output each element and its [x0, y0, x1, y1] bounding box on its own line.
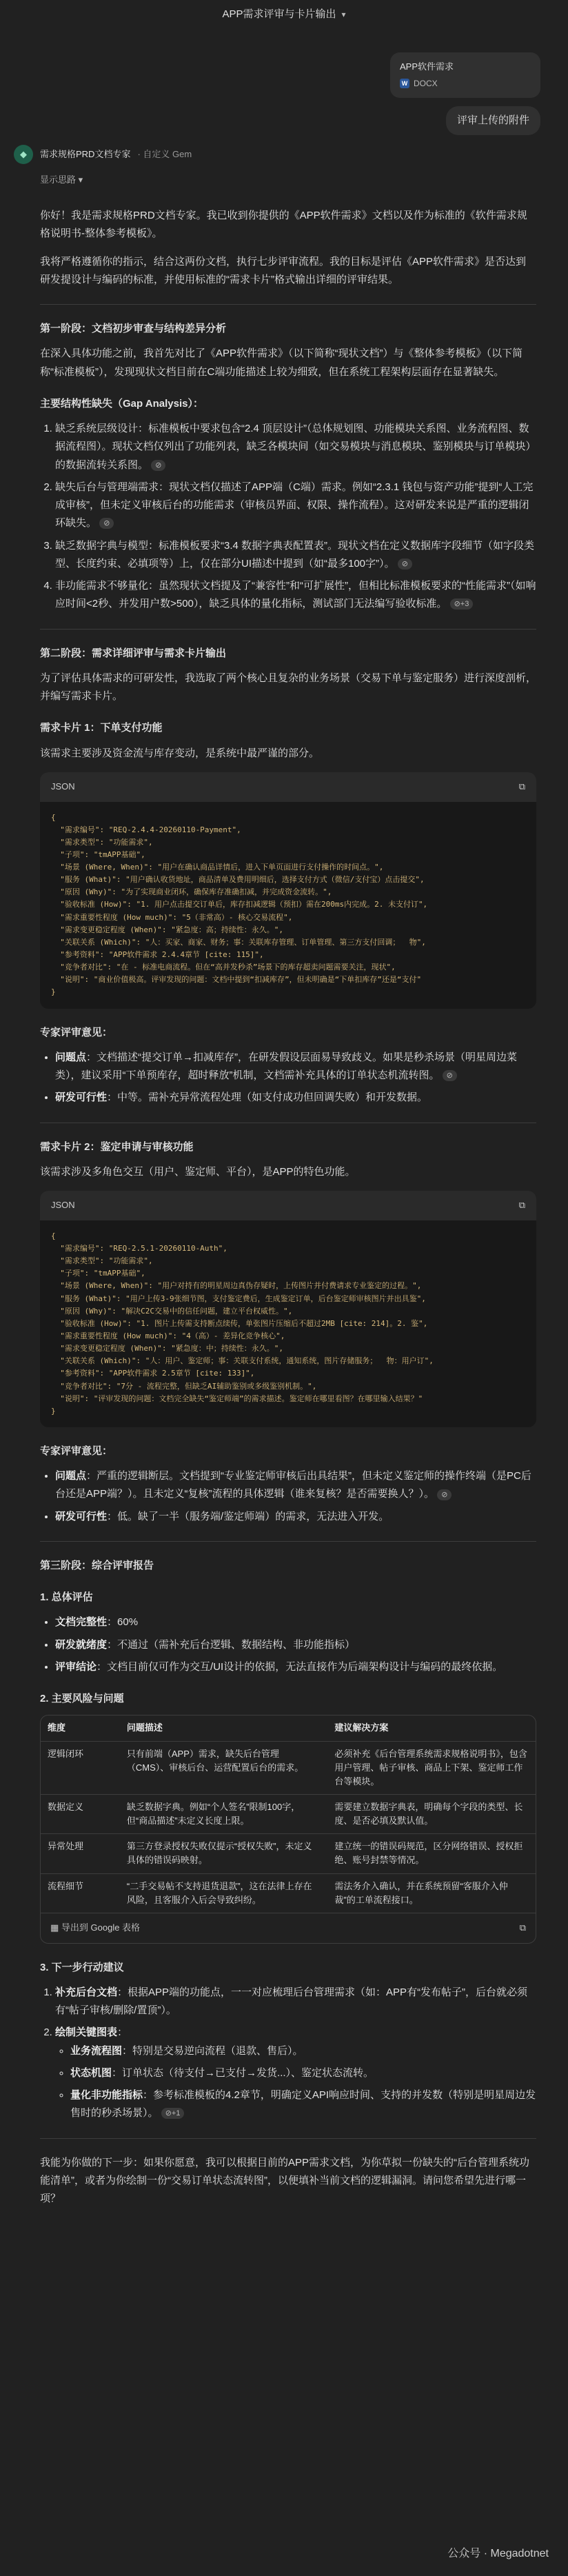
list-item: ◦ 量化非功能指标：参考标准模板的4.2章节，明确定义API响应时间、支持的并发数（特别是明星周边发售时的秒杀场景）。 ⊘+1: [70, 2086, 536, 2123]
cite-badge[interactable]: ⊘: [398, 559, 412, 570]
risk-table: [40, 1715, 536, 1943]
table-row: [41, 1834, 536, 1873]
divider: [40, 629, 536, 630]
list-item: • 评审结论：文档目前仅可作为交互/UI设计的依据，无法直接作为后端架构设计与编码的最终依据。: [55, 1658, 536, 1676]
watermark: 公众号 · Megadotnet: [447, 2548, 549, 2559]
table-cell: 建立统一的错误码规范，区分网络错误、授权拒绝、账号封禁等情况。: [327, 1834, 536, 1873]
phase2-title: 第二阶段：需求详细评审与需求卡片输出: [40, 647, 227, 659]
user-message-bubble: 评审上传的附件: [446, 106, 540, 135]
table-cell: “二手交易帖不支持退货退款”，这在法律上存在风险，且客服介入后会导致纠纷。: [120, 1873, 328, 1913]
phase3-title: 第三阶段：综合评审报告: [40, 1559, 154, 1571]
intro-paragraph: 我将严格遵循你的指示，结合这两份文档，执行七步评审流程。我的目标是评估《APP软件需求》是否达到研发提设计与编码的标准，并使用标准的“需求卡片”格式输出详细的评审结果。: [40, 255, 527, 285]
list-item: 4. 非功能需求不够量化：虽然现状文档提及了“兼容性”和“可扩展性”，但相比标准模板要求的“性能需求”（如响应时间<2秒、并发用户数>500），缺乏具体的量化指标，测试部门无法编写验收标准。 ⊘+3: [55, 577, 536, 614]
gem-avatar-icon: ◆: [14, 145, 33, 164]
table-header-row: [41, 1715, 536, 1741]
phase1-title: 第一阶段：文档初步审查与结构差异分析: [40, 323, 227, 334]
opinion-title: 专家评审意见：: [40, 1026, 113, 1038]
next-steps-title: 3. 下一步行动建议: [40, 1961, 124, 1973]
list-item: • 研发可行性：中等。需补充异常流程处理（如支付成功但回调失败）和开发数据。: [55, 1089, 536, 1107]
risk-title: 2. 主要风险与问题: [40, 1693, 124, 1705]
cite-badge[interactable]: ⊘: [151, 460, 165, 471]
attachment-card[interactable]: [390, 52, 540, 98]
code-language: JSON: [51, 781, 75, 792]
list-item: 1. 补充后台文档：根据APP端的功能点，一一对应梳理后台管理需求（如：APP有“发布帖子”，后台就必须有“帖子审核/删除/置顶”）。: [55, 1984, 536, 2020]
export-sheets-button[interactable]: ▦ 导出到 Google 表格: [50, 1922, 141, 1933]
cite-badge[interactable]: ⊘: [99, 518, 114, 529]
chevron-down-icon[interactable]: ▾: [341, 9, 346, 19]
table-cell: 只有前端（APP）需求，缺失后台管理（CMS）、审核后台、运营配置后台的需求。: [120, 1741, 328, 1794]
list-item: 3. 缺乏数据字典与模型：标准模板要求“3.4 数据字典表配置表”。现状文档在定义数据库字段细节（如字段类型、长度约束、必填项等）上，仅在部分UI描述中提到（如“最多100字”）。 ⊘: [55, 537, 536, 574]
table-row: [41, 1795, 536, 1834]
show-thinking-label: 显示思路: [40, 174, 77, 185]
divider: [40, 1541, 536, 1542]
column-header: 建议解决方案: [327, 1715, 536, 1741]
user-message-area: [368, 52, 540, 135]
list-item: • 研发可行性：低。缺了一半（服务端/鉴定师端）的需求，无法进入开发。: [55, 1508, 536, 1526]
chat-title-bar[interactable]: [0, 0, 568, 29]
list-item: ◦ 业务流程图：特别是交易逆向流程（退款、售后）。: [70, 2042, 536, 2060]
cite-badge[interactable]: ⊘: [443, 1070, 457, 1081]
code-content: { "需求编号": "REQ-2.4.4-20260110-Payment", "需求类型": "功能需求", "子项": "tmAPP基础", "场景 (Where, When)": "用户在确认商品详情后，进入下单页面进行支付操作的时间点。", "服务 (What)": "用户确认收货地址，商品清单及费用明细后，选择支付方式（微信/支付宝）点击提交", "原因 (Why)": "为了实现商业闭环，确保库存准确扣减，并完成资金流转。", "验收标准 (How)": "1. 用户点击提交订单后，库存扣减逻辑（预扣）需在200ms内完成。2. 未支付订", "需求重要性程度 (How much)": "5（非常高）- 核心交易流程", "需求变更稳定程度 (When)": "紧急度：高；持续性：永久。", "关联关系 (Which)": "人：买家、商家、财务；事：关联库存管理、订单管理、第三方支付回调； 物", "参考资料": "APP软件需求 2.4.4章节 [cite: 115]", "竞争者对比": "在 - 标准电商流程。但在“高并发秒杀”场景下的库存超卖问题需要关注，现状", "说明": "商业价值极高。评审发现的问题：文档中提到“扣减库存”，但未明确是“下单扣库存”还是“支付" }: [51, 812, 428, 997]
table-cell: 缺乏数据字典。例如“个人签名”限制100字，但“商品描述”未定义长度上限。: [120, 1795, 328, 1834]
closing-paragraph: 我能为你做的下一步：如果你愿意，我可以根据目前的APP需求文档，为你草拟一份缺失的“后台管理系统功能清单”，或者为你绘制一份“交易订单状态流转图”，以便填补当前文档的逻辑漏洞。请问您希望先进行哪一项？: [40, 2156, 530, 2205]
divider: [40, 2138, 536, 2139]
card1-title: 需求卡片 1：下单支付功能: [40, 722, 163, 734]
attachment-type: DOCX: [414, 78, 438, 88]
code-block: [40, 772, 536, 1009]
table-row: [41, 1873, 536, 1913]
summary-list: [40, 1613, 536, 1676]
cite-badge[interactable]: ⊘+1: [161, 2108, 185, 2119]
list-item: • 文档完整性：60%: [55, 1613, 536, 1631]
assistant-meta: · 自定义 Gem: [137, 148, 192, 159]
list-item: 2. 绘制关键图表： ◦ 业务流程图：特别是交易逆向流程（退款、售后）。 ◦ 状态机图：订单状态（待支付→已支付→发货...）、鉴定状态流转。 ◦ 量化非功能指标：参考标准模板的4.2章节，明确定义API响应时间、支持的并发数（特别是明星周边发售时的秒杀场景）。 ⊘+1: [55, 2024, 536, 2122]
code-language: JSON: [51, 1200, 75, 1211]
card2-desc: 该需求涉及多角色交互（用户、鉴定师、平台），是APP的特色功能。: [40, 1165, 356, 1178]
gap-list: [40, 420, 536, 614]
cite-badge[interactable]: ⊘+3: [450, 598, 474, 610]
opinion-list: [40, 1049, 536, 1107]
card2-title: 需求卡片 2：鉴定申请与审核功能: [40, 1140, 194, 1153]
table-cell: 需要建立数据字典表，明确每个字段的类型、长度、是否必填及默认值。: [327, 1795, 536, 1834]
code-content: { "需求编号": "REQ-2.5.1-20260110-Auth", "需求类型": "功能需求", "子项": "tmAPP基础", "场景 (Where, When)": "用户对持有的明星周边真伪存疑时，上传图片并付费请求专业鉴定的过程。", "服务 (What)": "用户上传3-9张细节图，支付鉴定费后，生成鉴定订单，后台鉴定师审核图片并出具鉴", "原因 (Why)": "解决C2C交易中的信任问题，建立平台权威性。", "验收标准 (How)": "1. 图片上传需支持断点续传，单张图片压缩后不超过2MB [cite: 214]。2. 鉴", "需求重要性程度 (How much)": "4（高）- 差异化竞争核心", "需求变更稳定程度 (When)": "紧急度：中；持续性：永久。", "关联关系 (Which)": "人：用户、鉴定师；事：关联支付系统，通知系统，图片存储服务； 物：用户订", "参考资料": "APP软件需求 2.5章节 [cite: 133]", "竞争者对比": "7分 - 流程完整，但缺乏AI辅助鉴别或多级鉴别机制。", "说明": "评审发现的问题：文档完全缺失“鉴定师端”的需求描述。鉴定师在哪里看图？在哪里输入结果？" }: [51, 1231, 434, 1416]
word-doc-icon: W: [400, 79, 409, 88]
copy-icon[interactable]: ⧉: [518, 1200, 525, 1211]
attachment-name: APP软件需求: [400, 61, 454, 72]
card1-desc: 该需求主要涉及资金流与库存变动，是系统中最严谨的部分。: [40, 747, 320, 759]
show-thinking-toggle[interactable]: [40, 172, 83, 188]
table-cell: 逻辑闭环: [41, 1741, 120, 1794]
list-item: • 问题点：严重的逻辑断层。文档提到“专业鉴定师审核后出具结果”，但未定义鉴定师的操作终端（是PC后台还是APP端？）。且未定义“复核”流程的具体逻辑（谁来复核？是否需要换人？）。 ⊘: [55, 1467, 536, 1504]
divider: [40, 304, 536, 305]
opinion-list: [40, 1467, 536, 1526]
list-item: • 问题点：文档描述“提交订单→扣减库存”，在研发假设层面易导致歧义。如果是秒杀场景（明星周边菜类），建议采用“下单预库存，超时释放”机制，文档需补充具体的订单状态机流转图。 ⊘: [55, 1049, 536, 1085]
list-item: 1. 缺乏系统层级设计：标准模板中要求包含“2.4 顶层设计”（总体规划图、功能模块关系图、业务流程图、数据流程图）。现状文档仅列出了功能列表，缺乏各模块间（如交易模块与消息模块、鉴别模块与订单模块）的数据流转关系图。 ⊘: [55, 420, 536, 474]
chevron-down-icon: ▾: [78, 174, 83, 185]
phase1-paragraph: 在深入具体功能之前，我首先对比了《APP软件需求》（以下简称“现状文档”）与《整体参考模板》（以下简称“标准模板”），发现现状文档目前在C端功能描述上较为细致，但在系统工程架构层面存在显著缺失。: [40, 348, 523, 378]
phase2-paragraph: 为了评估具体需求的可研发性，我选取了两个核心且复杂的业务场景（交易下单与鉴定服务）进行深度剖析，并编写需求卡片。: [40, 672, 537, 702]
column-header: 问题描述: [120, 1715, 328, 1741]
table-row: [41, 1741, 536, 1794]
copy-icon[interactable]: ⧉: [518, 781, 525, 792]
opinion-title: 专家评审意见：: [40, 1445, 113, 1457]
summary-title: 1. 总体评估: [40, 1591, 93, 1604]
sub-list: [55, 2042, 536, 2123]
table-cell: 第三方登录授权失败仅提示“授权失败”，未定义具体的错误码映射。: [120, 1834, 328, 1873]
intro-paragraph: 你好！我是需求规格PRD文档专家。我已收到你提供的《APP软件需求》文档以及作为标准的《软件需求规格说明书-整体参考模板》。: [40, 210, 527, 240]
assistant-name: 需求规格PRD文档专家: [40, 148, 131, 159]
table-cell: 异常处理: [41, 1834, 120, 1873]
code-block: [40, 1191, 536, 1427]
table-cell: 必须补充《后台管理系统需求规格说明书》，包含用户管理、帖子审核、商品上下架、鉴定师工作台等模块。: [327, 1741, 536, 1794]
table-cell: 数据定义: [41, 1795, 120, 1834]
list-item: • 研发就绪度：不通过（需补充后台逻辑、数据结构、非功能指标）: [55, 1636, 536, 1654]
table-cell: 需法务介入确认，并在系统预留“客服介入仲裁”的工单流程接口。: [327, 1873, 536, 1913]
list-item: ◦ 状态机图：订单状态（待支付→已支付→发货...）、鉴定状态流转。: [70, 2064, 536, 2082]
cite-badge[interactable]: ⊘: [437, 1489, 452, 1500]
assistant-header: [14, 145, 192, 164]
copy-icon[interactable]: ⧉: [519, 1922, 526, 1933]
table-cell: 流程细节: [41, 1873, 120, 1913]
column-header: 维度: [41, 1715, 120, 1741]
list-item: 2. 缺失后台与管理端需求：现状文档仅描述了APP端（C端）需求。例如“2.3.1 钱包与资产功能”提到“人工完成审核”，但未定义审核后台的功能需求（审核员界面、权限、操作流程）。这对研发来说是严重的逻辑闭环缺失。 ⊘: [55, 479, 536, 533]
assistant-response: [40, 207, 536, 2217]
gap-title: 主要结构性缺失（Gap Analysis）：: [40, 397, 203, 410]
next-steps-list: [40, 1984, 536, 2123]
chat-title: APP需求评审与卡片输出: [222, 8, 336, 20]
